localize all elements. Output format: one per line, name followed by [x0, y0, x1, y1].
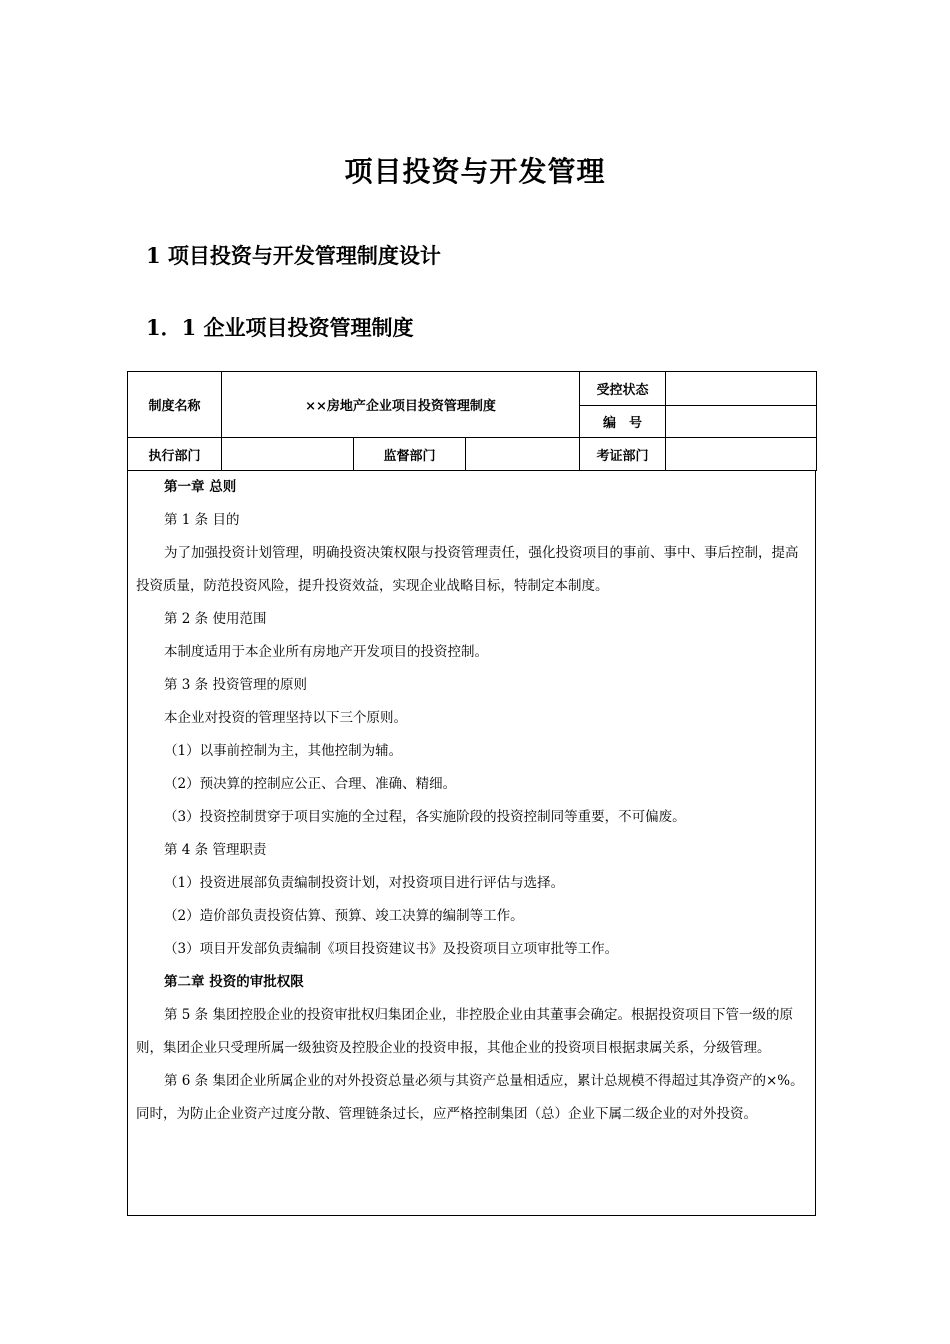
control-status-label: 受控状态 — [580, 372, 666, 406]
system-name-value: ××房地产企业项目投资管理制度 — [222, 372, 580, 438]
article-heading: 第 2 条 使用范围 — [164, 611, 267, 627]
list-item: （3）项目开发部负责编制《项目投资建议书》及投资项目立项审批等工作。 — [164, 941, 619, 957]
article-heading: 第 3 条 投资管理的原则 — [164, 677, 307, 693]
list-item: （2）预决算的控制应公正、合理、准确、精细。 — [164, 776, 457, 792]
exec-dept-label: 执行部门 — [128, 438, 222, 471]
number-label: 编 号 — [580, 406, 666, 438]
list-item: （2）造价部负责投资估算、预算、竣工决算的编制等工作。 — [164, 908, 524, 924]
subsection-heading: 1．1 企业项目投资管理制度 — [146, 315, 414, 340]
list-item: （1）以事前控制为主，其他控制为辅。 — [164, 743, 403, 759]
section-heading: 1 项目投资与开发管理制度设计 — [146, 243, 441, 268]
body-paragraph: 本企业对投资的管理坚持以下三个原则。 — [164, 710, 407, 726]
chapter-heading: 第二章 投资的审批权限 — [164, 974, 304, 990]
chapter-heading: 第一章 总则 — [164, 479, 237, 495]
regulation-body — [127, 470, 816, 1216]
body-paragraph: 第 6 条 集团企业所属企业的对外投资总量必须与其资产总量相适应，累计总规模不得超过其净资产的×%。同时，为防止企业资产过度分散、管理链条过长，应严格控制集团（总）企业下属二级企业的对外投资。 — [136, 1073, 804, 1122]
supervise-dept-label: 监督部门 — [354, 438, 466, 471]
supervise-dept-value — [466, 438, 580, 471]
body-paragraph: 本制度适用于本企业所有房地产开发项目的投资控制。 — [164, 644, 488, 660]
body-paragraph: 为了加强投资计划管理，明确投资决策权限与投资管理责任，强化投资项目的事前、事中、事后控制，提高投资质量，防范投资风险，提升投资效益，实现企业战略目标，特制定本制度。 — [136, 545, 799, 594]
list-item: （1）投资进展部负责编制投资计划，对投资项目进行评估与选择。 — [164, 875, 565, 891]
document-title: 项目投资与开发管理 — [344, 155, 606, 188]
system-name-label: 制度名称 — [128, 372, 222, 438]
verify-dept-value — [666, 438, 817, 471]
system-info-table — [127, 371, 817, 471]
list-item: （3）投资控制贯穿于项目实施的全过程，各实施阶段的投资控制同等重要，不可偏废。 — [164, 809, 686, 825]
article-heading: 第 4 条 管理职责 — [164, 842, 267, 858]
article-heading: 第 1 条 目的 — [164, 512, 240, 528]
number-value — [666, 406, 817, 438]
verify-dept-label: 考证部门 — [580, 438, 666, 471]
body-paragraph: 第 5 条 集团控股企业的投资审批权归集团企业，非控股企业由其董事会确定。根据投资项目下管一级的原则，集团企业只受理所属一级独资及控股企业的投资申报，其他企业的投资项目根据隶属关系，分级管理。 — [136, 1007, 793, 1056]
exec-dept-value — [222, 438, 354, 471]
control-status-value — [666, 372, 817, 406]
